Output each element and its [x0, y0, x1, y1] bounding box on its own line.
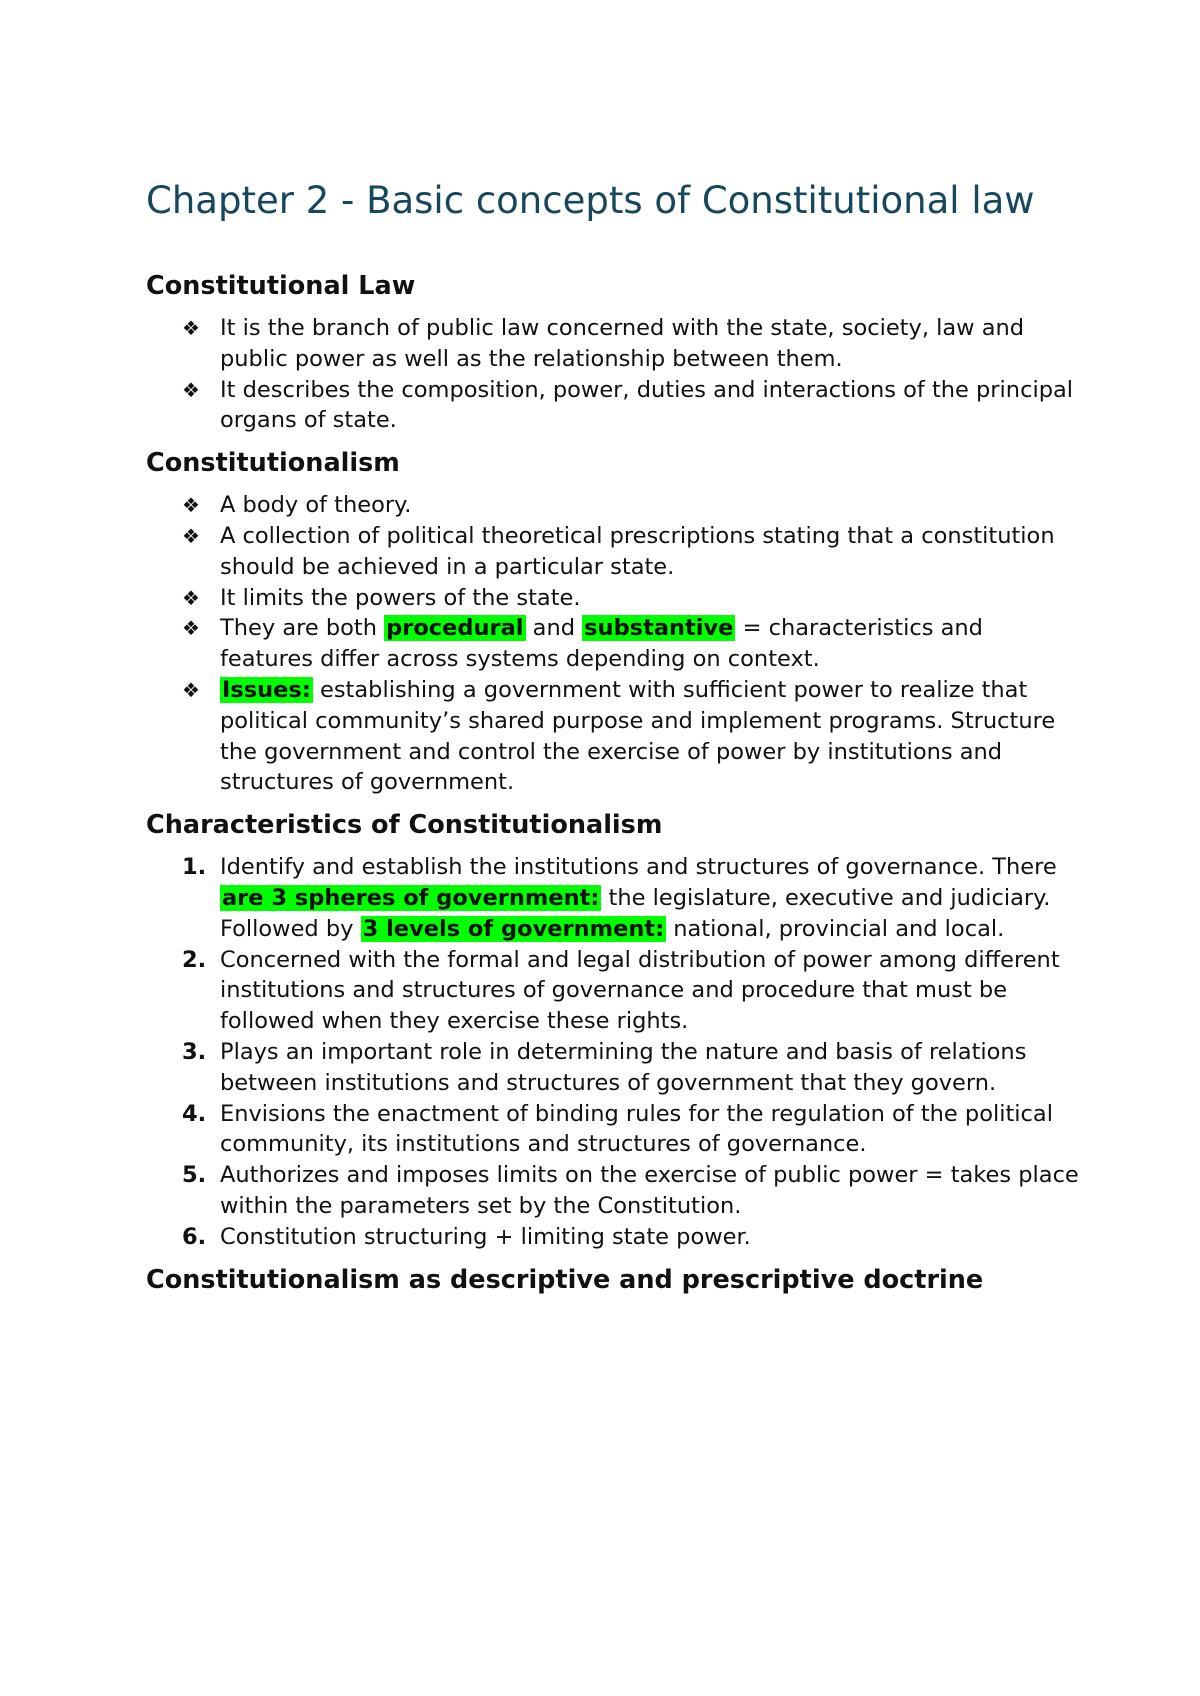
list-item-text-prefix: Identify and establish the institutions and structures of governance. There [220, 854, 1057, 881]
list-item-text: A body of theory. [220, 492, 412, 519]
list-item [146, 1099, 1080, 1161]
highlight-levels: 3 levels of government: [362, 915, 665, 942]
diamond-bullet-icon: ❖ [182, 316, 200, 340]
highlight-issues: Issues: [222, 676, 311, 703]
constitutionalism-list [146, 490, 1080, 798]
diamond-bullet-icon: ❖ [182, 616, 200, 641]
constitutional-law-list [146, 313, 1080, 436]
section-heading-descriptive-prescriptive: Constitutionalism as descriptive and prescriptive doctrine [146, 1264, 984, 1295]
diamond-bullet-icon: ❖ [182, 523, 200, 548]
diamond-bullet-icon: ❖ [182, 493, 200, 518]
list-item [146, 675, 1080, 798]
list-item-text-suffix: national, provincial and local. [666, 915, 1005, 942]
highlight-substantive: substantive [584, 615, 734, 642]
list-item-text: Plays an important role in determining the nature and basis of relations between institutions and structures of government that they govern. [220, 1038, 1027, 1096]
list-item [146, 1037, 1080, 1099]
section-heading-characteristics: Characteristics of Constitutionalism [146, 810, 663, 841]
list-item-text: Concerned with the formal and legal distribution of power among different institutions and structures of governance and procedure that must be followed when they exercise these rights. [220, 946, 1060, 1035]
list-item-text: Authorizes and imposes limits on the exercise of public power = takes place within the parameters set by the Constitution. [220, 1162, 1079, 1219]
section-heading-constitutional-law: Constitutional Law [146, 271, 416, 301]
diamond-bullet-icon: ❖ [182, 377, 200, 402]
list-item-text: A collection of political theoretical prescriptions stating that a constitution should be achieved in a particular state. [220, 522, 1055, 580]
diamond-bullet-icon: ❖ [182, 677, 200, 702]
list-item [146, 583, 1080, 614]
list-number: 6. [182, 1223, 207, 1250]
list-item [146, 490, 1080, 521]
list-number: 1. [182, 854, 207, 881]
list-item [146, 1222, 1080, 1253]
page-title: Chapter 2 - Basic concepts of Constitutional law [146, 179, 1035, 222]
list-item-text-prefix: They are both [220, 615, 385, 642]
list-item-text-mid: and [525, 615, 583, 642]
list-number: 3. [182, 1038, 207, 1065]
diamond-bullet-icon: ❖ [182, 585, 200, 610]
list-item [146, 613, 1080, 675]
list-number: 2. [182, 946, 207, 973]
list-item [146, 1160, 1080, 1222]
list-item-text: Envisions the enactment of binding rules for the regulation of the political community, its institutions and structures of governance. [220, 1100, 1053, 1158]
list-item-text-suffix: = characteristics and features differ across systems depending on context. [220, 615, 983, 673]
characteristics-list [146, 852, 1080, 1252]
list-item-text: Constitution structuring + limiting state power. [220, 1223, 751, 1250]
list-item-text: It is the branch of public law concerned with the state, society, law and public power as well as the relationship between them. [220, 315, 1025, 372]
list-item-text: It describes the composition, power, duties and interactions of the principal organs of state. [220, 376, 1074, 434]
list-item-text-suffix: establishing a government with sufficient power to realize that political community’s shared purpose and implement programs. Structure the government and control the exercise of power by institutions and structures of government. [220, 676, 1056, 796]
list-item [146, 375, 1080, 437]
list-item [146, 852, 1080, 944]
list-item [146, 945, 1080, 1037]
section-heading-constitutionalism: Constitutionalism [146, 448, 400, 479]
list-item [146, 521, 1080, 583]
list-number: 4. [182, 1100, 207, 1127]
list-item-text-mid: the legislature, executive and judiciary. Followed by [220, 884, 1051, 942]
highlight-procedural: procedural [386, 615, 524, 642]
list-item-text: It limits the powers of the state. [220, 584, 581, 611]
list-item [146, 313, 1080, 375]
list-number: 5. [182, 1162, 207, 1189]
highlight-spheres: are 3 spheres of government: [222, 884, 600, 911]
